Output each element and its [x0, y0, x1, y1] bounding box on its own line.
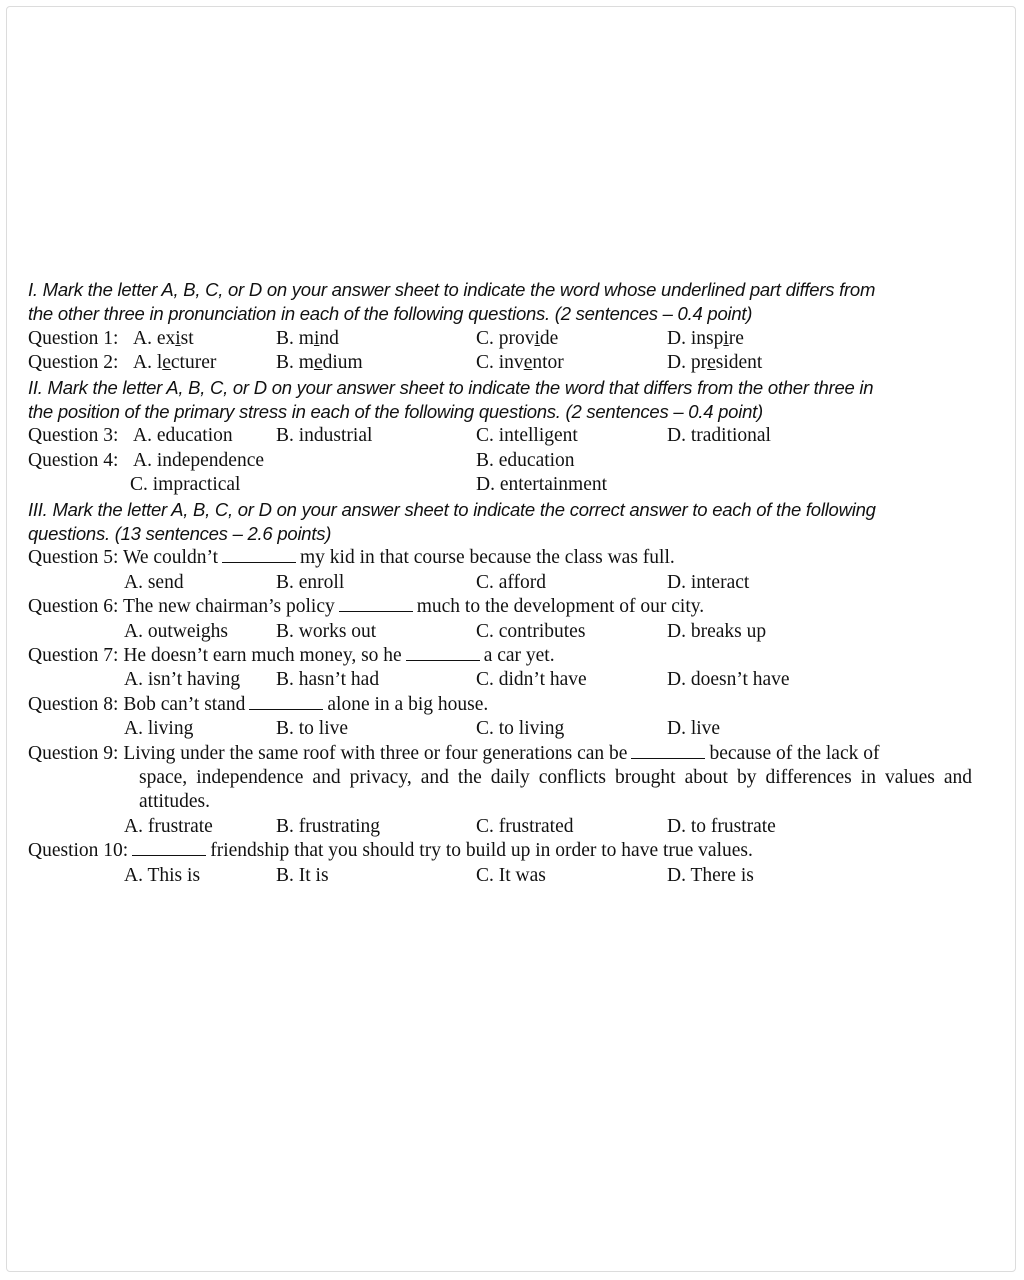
question-7-text-before: He doesn’t earn much money, so he [123, 644, 402, 666]
question-4 [28, 449, 972, 473]
question-10-option-a: A. This is [124, 864, 201, 886]
question-7-option-c: C. didn’t have [476, 669, 587, 691]
question-7-label: Question 7: [28, 644, 119, 666]
question-6-text-before: The new chairman’s policy [123, 596, 335, 618]
question-6-option-a: A. outweighs [124, 620, 228, 642]
question-6-stem [28, 595, 972, 619]
question-2 [28, 351, 972, 375]
question-5-option-b: B. enroll [276, 571, 345, 593]
question-4-option-c: C. impractical [130, 474, 241, 496]
question-1-option-a: A. exist [133, 327, 194, 349]
question-1-label: Question 1: [28, 327, 119, 349]
worksheet [28, 278, 972, 888]
question-10-option-d: D. There is [667, 864, 754, 886]
question-1-option-c: C. provide [476, 327, 559, 349]
answer-blank [132, 840, 206, 856]
question-9-option-d: D. to frustrate [667, 815, 776, 837]
question-3 [28, 424, 972, 448]
question-7-text-after: a car yet. [483, 644, 555, 666]
question-9-option-c: C. frustrated [476, 815, 574, 837]
question-3-option-a: A. education [133, 425, 233, 447]
question-3-option-c: C. intelligent [476, 425, 578, 447]
question-8-text-after: alone in a big house. [327, 693, 489, 715]
answer-blank [406, 645, 480, 661]
question-5-option-c: C. afford [476, 571, 547, 593]
question-5-text-after: my kid in that course because the class was full. [300, 547, 675, 569]
underlined-letter: i [175, 327, 181, 349]
answer-blank [631, 743, 705, 759]
section-2-heading [28, 376, 972, 425]
question-2-option-d: D. president [667, 352, 763, 374]
question-9-stem [28, 742, 972, 766]
question-3-option-b: B. industrial [276, 425, 373, 447]
question-6-option-c: C. contributes [476, 620, 586, 642]
question-7-option-a: A. isn’t having [124, 669, 241, 691]
underlined-letter: e [162, 352, 171, 374]
question-1-option-b: B. mind [276, 327, 339, 349]
underlined-letter: e [313, 352, 323, 374]
question-5-text-before: We couldn’t [123, 547, 219, 569]
section-3-heading-line-1: III. Mark the letter A, B, C, or D on your answer sheet to indicate the correct answer to each of the following [28, 498, 876, 520]
question-10-option-c: C. It was [476, 864, 546, 886]
underlined-letter: e [707, 352, 716, 374]
question-10-text-after: friendship that you should try to build up in order to have true values. [210, 840, 753, 862]
answer-blank [222, 547, 296, 563]
question-9-text-after: because of the lack of [709, 742, 880, 764]
answer-blank [249, 694, 323, 710]
question-6-options [28, 620, 972, 644]
underlined-letter: i [723, 327, 729, 349]
question-2-label: Question 2: [28, 352, 119, 374]
question-8-stem [28, 693, 972, 717]
question-5-options [28, 571, 972, 595]
question-2-option-b: B. medium [276, 352, 363, 374]
question-8-options [28, 717, 972, 741]
question-5-label: Question 5: [28, 547, 119, 569]
section-2-heading-line-2: the position of the primary stress in each of the following questions. (2 sentences – 0.4 point) [28, 401, 763, 422]
question-5-stem [28, 546, 972, 570]
question-8-option-d: D. live [667, 718, 721, 740]
question-1-option-d: D. inspire [667, 327, 744, 349]
question-10-options [28, 864, 972, 888]
question-4-row-2 [28, 473, 972, 497]
question-10-option-b: B. It is [276, 864, 329, 886]
question-4-label: Question 4: [28, 449, 119, 471]
question-4-option-b: B. education [476, 449, 575, 471]
question-7-options [28, 668, 972, 692]
question-6-text-after: much to the development of our city. [416, 596, 705, 618]
question-9-label: Question 9: [28, 742, 119, 764]
question-3-label: Question 3: [28, 425, 119, 447]
question-9-text-before: Living under the same roof with three or four generations can be [123, 742, 628, 764]
question-9-options [28, 815, 972, 839]
question-8-label: Question 8: [28, 693, 119, 715]
question-4-option-d: D. entertainment [476, 474, 608, 496]
answer-blank [339, 596, 413, 612]
question-6-option-d: D. breaks up [667, 620, 767, 642]
question-1 [28, 327, 972, 351]
underlined-letter: e [523, 352, 533, 374]
question-8-option-b: B. to live [276, 718, 349, 740]
question-8-option-a: A. living [124, 718, 194, 740]
section-2-heading-line-1: II. Mark the letter A, B, C, or D on your answer sheet to indicate the word that differs from the other three in [28, 376, 874, 398]
question-9-continuation: space, independence and privacy, and the daily conflicts brought about by differences in values and attitudes. [139, 766, 972, 813]
question-2-option-a: A. lecturer [133, 352, 217, 374]
question-6-label: Question 6: [28, 596, 119, 618]
question-5-option-a: A. send [124, 571, 184, 593]
question-7-option-b: B. hasn’t had [276, 669, 380, 691]
question-10-label: Question 10: [28, 840, 129, 862]
question-7-stem [28, 644, 972, 668]
section-1-heading-line-1: I. Mark the letter A, B, C, or D on your answer sheet to indicate the word whose underlined part differs from [28, 279, 876, 300]
question-7-option-d: D. doesn’t have [667, 669, 790, 691]
section-1-heading [28, 278, 972, 327]
question-6-option-b: B. works out [276, 620, 377, 642]
question-10-stem [28, 839, 972, 863]
section-3-heading-line-2: questions. (13 sentences – 2.6 points) [28, 522, 332, 544]
question-8-text-before: Bob can’t stand [123, 693, 246, 715]
section-1-heading-line-2: the other three in pronunciation in each of the following questions. (2 sentences – 0.4 point) [28, 303, 753, 325]
underlined-letter: i [534, 327, 540, 349]
question-8-option-c: C. to living [476, 718, 565, 740]
question-5-option-d: D. interact [667, 571, 750, 593]
question-4-option-a: A. independence [133, 449, 265, 471]
underlined-letter: i [313, 327, 320, 349]
question-9-option-b: B. frustrating [276, 815, 380, 837]
question-9-option-a: A. frustrate [124, 815, 213, 837]
question-2-option-c: C. inventor [476, 352, 564, 374]
section-3-heading [28, 498, 972, 547]
question-3-option-d: D. traditional [667, 425, 771, 447]
